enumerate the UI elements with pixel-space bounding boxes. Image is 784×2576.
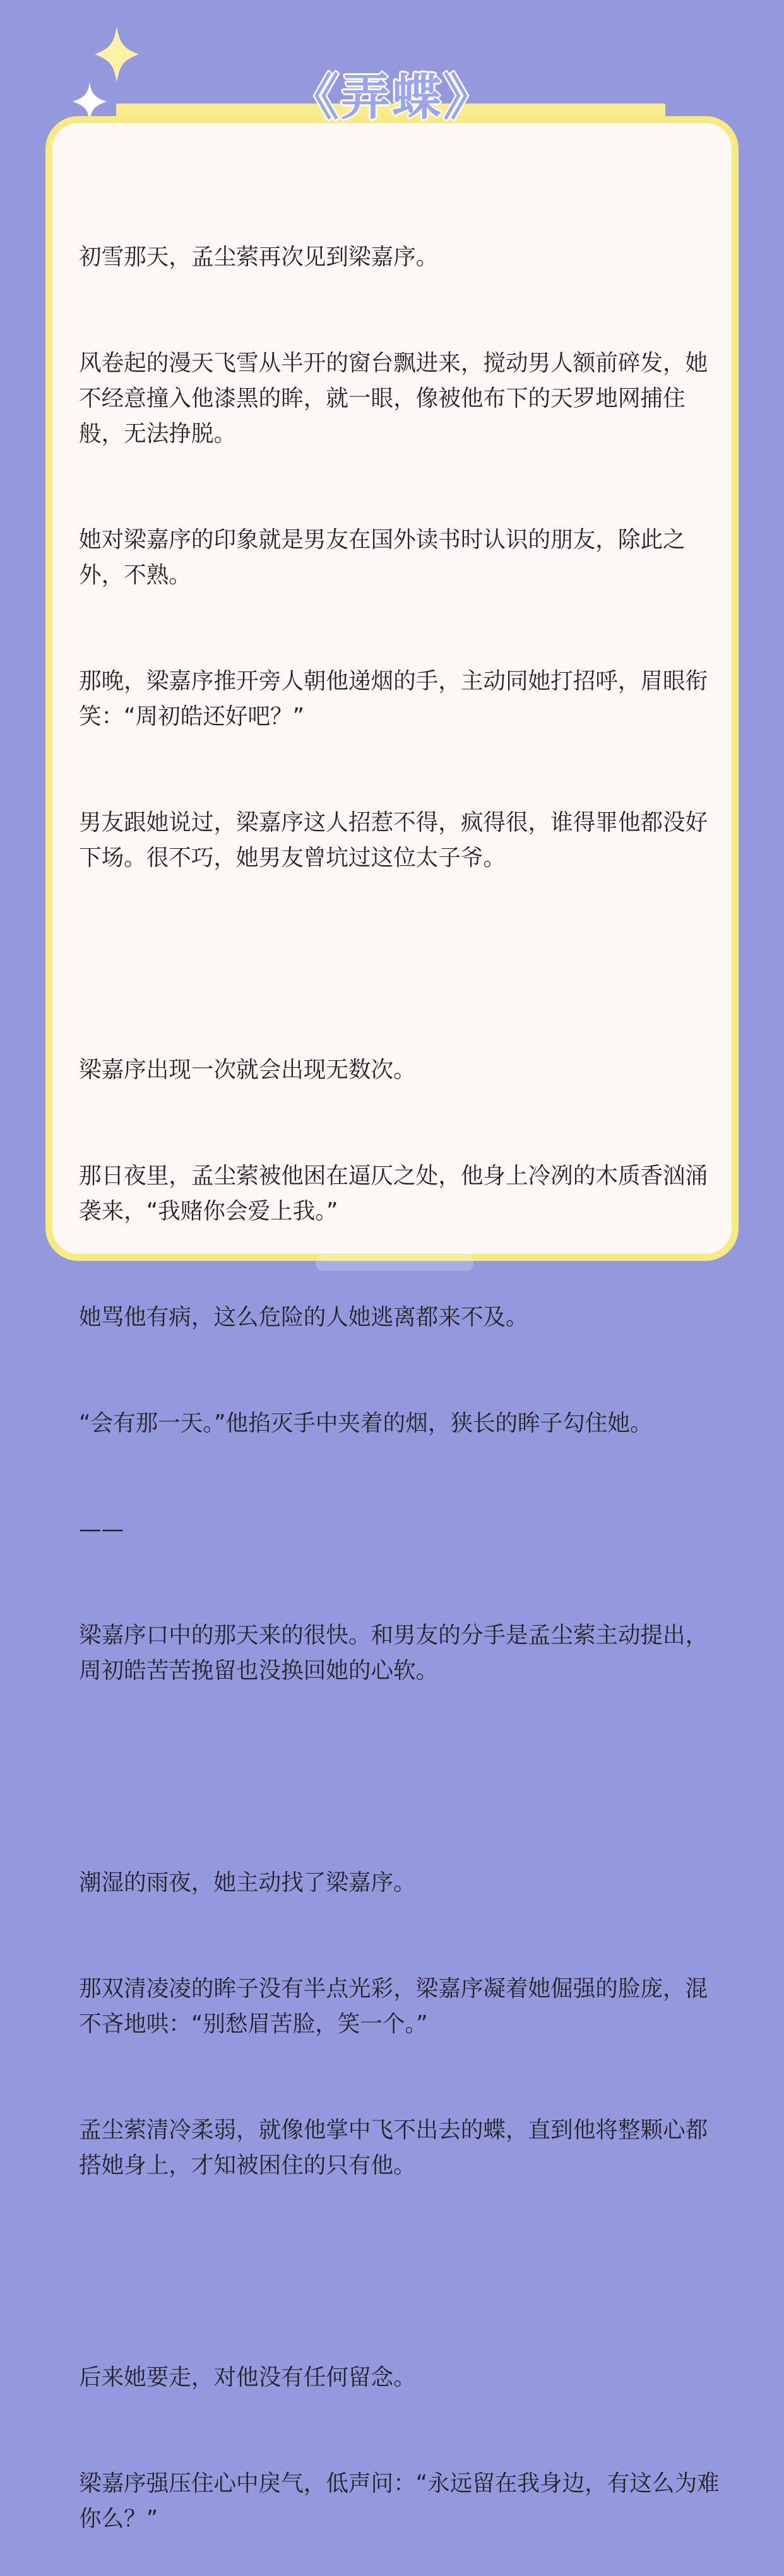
story-content <box>79 169 720 2576</box>
story-paragraph: 孟尘萦清冷柔弱，就像他掌中飞不出去的蝶，直到他将整颗心都搭她身上，才知被困住的只有他。 <box>79 2117 708 2178</box>
story-paragraph: 后来她要走，对他没有任何留念。 <box>79 2365 416 2390</box>
story-paragraph: 梁嘉序口中的那天来的很快。和男友的分手是孟尘萦主动提出，周初皓苦苦挽留也没换回她的心软。 <box>79 1622 708 1684</box>
story-paragraph: 男友跟她说过，梁嘉序这人招惹不得，疯得很，谁得罪他都没好下场。很不巧，她男友曾坑过这位太子爷。 <box>79 810 708 871</box>
book-title: 《弄蝶》 <box>289 69 494 126</box>
story-paragraph: 潮湿的雨夜，她主动找了梁嘉序。 <box>79 1870 416 1896</box>
story-paragraph: 那日夜里，孟尘萦被他困在逼仄之处，他身上冷冽的木质香汹涌袭来，“我赌你会爱上我。” <box>79 1163 708 1224</box>
story-paragraph: 那双清凌凌的眸子没有半点光彩，梁嘉序凝着她倔强的脸庞，混不吝地哄：“别愁眉苦脸，笑一个。” <box>79 1976 708 2037</box>
paragraph-spacer <box>79 1759 720 1795</box>
section-divider: —— <box>79 1516 124 1542</box>
story-paragraph: 梁嘉序出现一次就会出现无数次。 <box>79 1057 416 1083</box>
story-paragraph: 她骂他有病，这么危险的人她逃离都来不及。 <box>79 1304 528 1330</box>
story-paragraph: 她对梁嘉序的印象就是男友在国外读书时认识的朋友，除此之外，不熟。 <box>79 527 686 588</box>
story-paragraph: 初雪那天，孟尘萦再次见到梁嘉序。 <box>79 244 439 270</box>
title-container <box>0 66 784 129</box>
paragraph-spacer <box>79 947 720 982</box>
story-paragraph: 梁嘉序强压住心中戾气，低声问：“永远留在我身边，有这么为难你么？” <box>79 2471 720 2532</box>
story-paragraph: 那晚，梁嘉序推开旁人朝他递烟的手，主动同她打招呼，眉眼衔笑：“周初皓还好吧？” <box>79 668 708 730</box>
story-paragraph: “会有那一天。”他掐灭手中夹着的烟，狭长的眸子勾住她。 <box>79 1410 653 1436</box>
paragraph-spacer <box>79 2254 720 2289</box>
story-paragraph: 风卷起的漫天飞雪从半开的窗台飘进来，搅动男人额前碎发，她不经意撞入他漆黑的眸，就一眼，像被他布下的天罗地网捕住般，无法挣脱。 <box>79 350 708 447</box>
content-card <box>45 116 739 2532</box>
watermark <box>316 1255 473 1271</box>
